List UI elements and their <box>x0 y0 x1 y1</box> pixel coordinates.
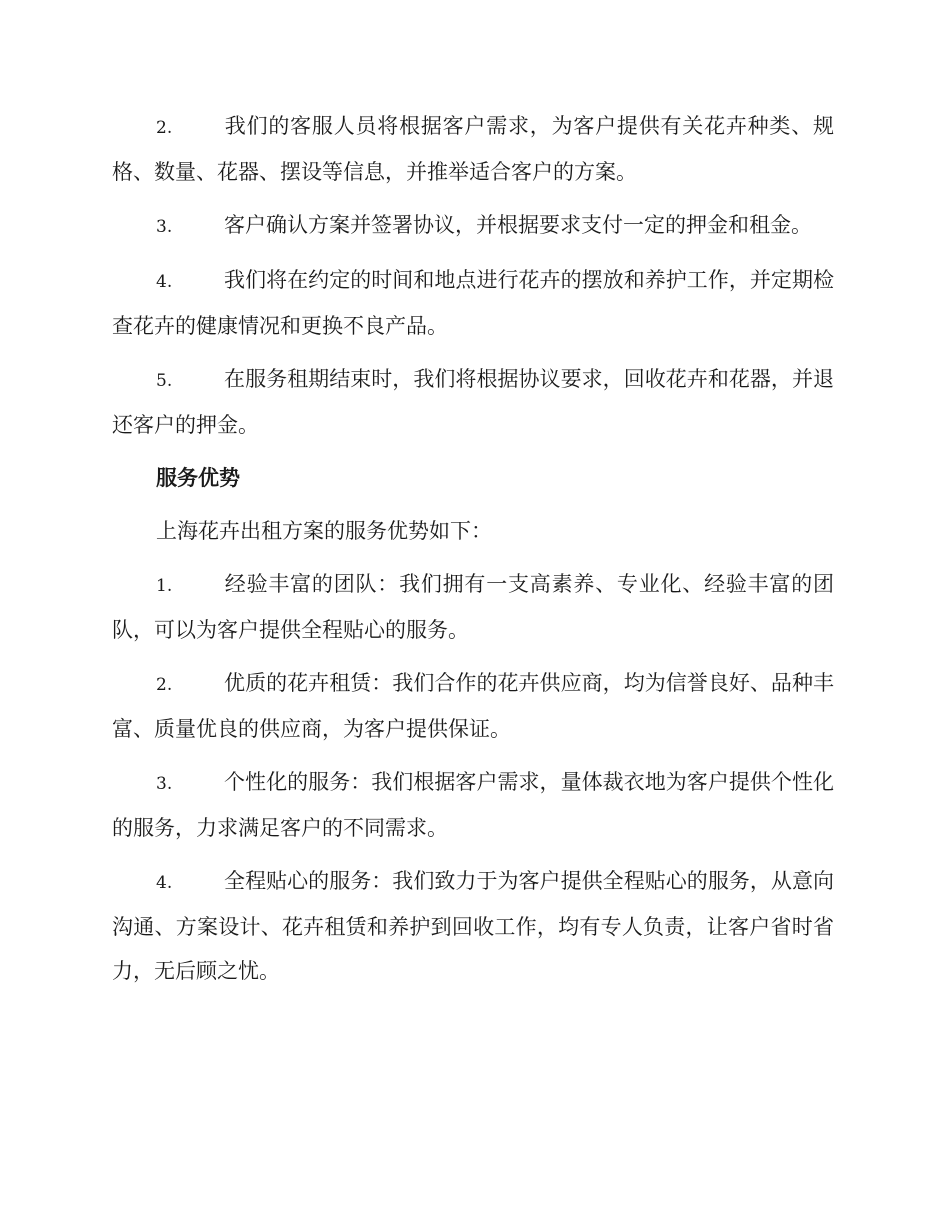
advantage-item-2 <box>112 661 834 751</box>
list-item-text: 个性化的服务：我们根据客户需求，量体裁衣地为客户提供个性化的服务，力求满足客户的不同需求。 <box>112 770 834 840</box>
list-number: 2. <box>156 118 173 138</box>
list-number: 5. <box>156 371 173 391</box>
list-item-text: 经验丰富的团队：我们拥有一支高素养、专业化、经验丰富的团队，可以为客户提供全程贴心的服务。 <box>112 572 834 642</box>
section-intro: 上海花卉出租方案的服务优势如下： <box>156 519 492 543</box>
process-step-3 <box>112 203 834 249</box>
advantage-item-1 <box>112 562 834 652</box>
list-item-text: 客户确认方案并签署协议，并根据要求支付一定的押金和租金。 <box>224 213 812 237</box>
list-item-text: 我们将在约定的时间和地点进行花卉的摆放和养护工作，并定期检查花卉的健康情况和更换不良产品。 <box>112 268 834 338</box>
list-item-text: 优质的花卉租赁：我们合作的花卉供应商，均为信誉良好、品种丰富、质量优良的供应商，为客户提供保证。 <box>112 671 834 741</box>
list-number: 2. <box>156 675 173 695</box>
document-content <box>112 104 834 1002</box>
list-number: 3. <box>156 217 173 237</box>
advantage-item-3 <box>112 760 834 850</box>
list-item-text: 我们的客服人员将根据客户需求，为客户提供有关花卉种类、规格、数量、花器、摆设等信息，并推举适合客户的方案。 <box>112 114 834 184</box>
process-step-4 <box>112 258 834 348</box>
list-number: 4. <box>156 873 173 893</box>
process-step-2 <box>112 104 834 194</box>
list-item-text: 全程贴心的服务：我们致力于为客户提供全程贴心的服务，从意向沟通、方案设计、花卉租赁和养护到回收工作，均有专人负责，让客户省时省力，无后顾之忧。 <box>112 869 834 983</box>
process-step-5 <box>112 357 834 447</box>
section-heading: 服务优势 <box>156 465 240 490</box>
list-number: 1. <box>156 576 173 596</box>
advantage-item-4 <box>112 859 834 993</box>
list-number: 3. <box>156 774 173 794</box>
list-item-text: 在服务租期结束时，我们将根据协议要求，回收花卉和花器，并退还客户的押金。 <box>112 367 834 437</box>
list-number: 4. <box>156 272 173 292</box>
